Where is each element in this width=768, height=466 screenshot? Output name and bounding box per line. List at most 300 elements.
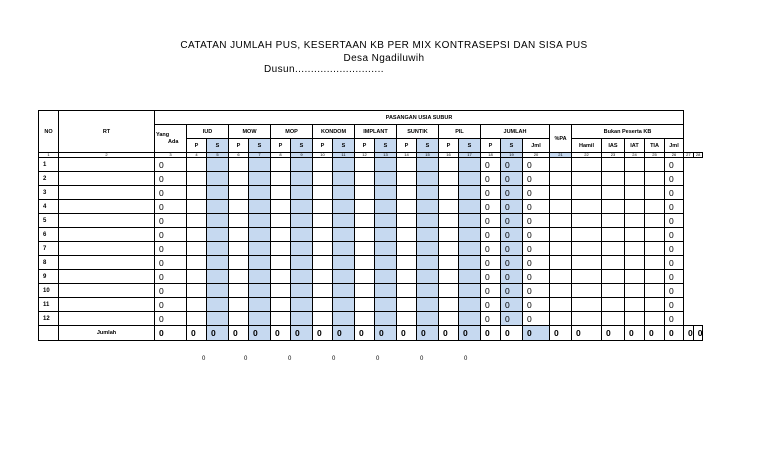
rt-cell[interactable]: [59, 284, 155, 298]
bukan-jml-cell[interactable]: 0: [665, 172, 684, 186]
bukan-cell[interactable]: [645, 298, 665, 312]
bukan-cell[interactable]: [602, 172, 625, 186]
p-cell[interactable]: [439, 186, 459, 200]
p-cell[interactable]: [397, 186, 417, 200]
s-cell[interactable]: [207, 214, 229, 228]
jumlah-s-cell[interactable]: 0: [501, 158, 523, 172]
s-cell[interactable]: [291, 242, 313, 256]
p-cell[interactable]: [397, 312, 417, 326]
jumlah-s-cell[interactable]: 0: [501, 312, 523, 326]
pa-cell[interactable]: [550, 312, 572, 326]
bukan-cell[interactable]: [625, 242, 645, 256]
pa-cell[interactable]: [550, 200, 572, 214]
s-cell[interactable]: [459, 228, 481, 242]
bukan-cell[interactable]: [572, 214, 602, 228]
p-cell[interactable]: [355, 200, 375, 214]
bukan-cell[interactable]: [645, 256, 665, 270]
jumlah-jml-cell[interactable]: 0: [523, 312, 550, 326]
s-cell[interactable]: [207, 270, 229, 284]
bukan-cell[interactable]: [625, 228, 645, 242]
s-cell[interactable]: [249, 256, 271, 270]
s-cell[interactable]: [459, 214, 481, 228]
p-cell[interactable]: [271, 228, 291, 242]
p-cell[interactable]: [313, 256, 333, 270]
p-cell[interactable]: [397, 200, 417, 214]
s-cell[interactable]: [333, 312, 355, 326]
p-cell[interactable]: [229, 270, 249, 284]
p-cell[interactable]: [229, 158, 249, 172]
s-cell[interactable]: [249, 228, 271, 242]
pa-cell[interactable]: [550, 284, 572, 298]
s-cell[interactable]: [207, 298, 229, 312]
s-cell[interactable]: [249, 298, 271, 312]
p-cell[interactable]: [439, 200, 459, 214]
p-cell[interactable]: [187, 270, 207, 284]
s-cell[interactable]: [375, 186, 397, 200]
s-cell[interactable]: [249, 242, 271, 256]
yang-ada-cell[interactable]: 0: [155, 186, 187, 200]
bukan-cell[interactable]: [625, 298, 645, 312]
jumlah-p-cell[interactable]: 0: [481, 158, 501, 172]
bukan-jml-cell[interactable]: 0: [665, 186, 684, 200]
pa-cell[interactable]: [550, 172, 572, 186]
s-cell[interactable]: [249, 312, 271, 326]
s-cell[interactable]: [291, 284, 313, 298]
p-cell[interactable]: [439, 298, 459, 312]
s-cell[interactable]: [291, 312, 313, 326]
jumlah-jml-cell[interactable]: 0: [523, 256, 550, 270]
bukan-cell[interactable]: [602, 214, 625, 228]
p-cell[interactable]: [355, 270, 375, 284]
p-cell[interactable]: [187, 214, 207, 228]
bukan-jml-cell[interactable]: 0: [665, 214, 684, 228]
p-cell[interactable]: [439, 256, 459, 270]
jumlah-p-cell[interactable]: 0: [481, 214, 501, 228]
p-cell[interactable]: [439, 242, 459, 256]
p-cell[interactable]: [271, 284, 291, 298]
s-cell[interactable]: [375, 214, 397, 228]
s-cell[interactable]: [249, 172, 271, 186]
yang-ada-cell[interactable]: 0: [155, 158, 187, 172]
yang-ada-cell[interactable]: 0: [155, 312, 187, 326]
s-cell[interactable]: [291, 298, 313, 312]
bukan-cell[interactable]: [602, 228, 625, 242]
pa-cell[interactable]: [550, 214, 572, 228]
s-cell[interactable]: [333, 270, 355, 284]
bukan-cell[interactable]: [572, 158, 602, 172]
s-cell[interactable]: [459, 270, 481, 284]
rt-cell[interactable]: [59, 172, 155, 186]
bukan-cell[interactable]: [572, 284, 602, 298]
rt-cell[interactable]: [59, 242, 155, 256]
p-cell[interactable]: [355, 186, 375, 200]
p-cell[interactable]: [187, 312, 207, 326]
jumlah-p-cell[interactable]: 0: [481, 200, 501, 214]
s-cell[interactable]: [333, 298, 355, 312]
jumlah-p-cell[interactable]: 0: [481, 172, 501, 186]
jumlah-s-cell[interactable]: 0: [501, 214, 523, 228]
p-cell[interactable]: [271, 214, 291, 228]
bukan-cell[interactable]: [572, 242, 602, 256]
p-cell[interactable]: [271, 242, 291, 256]
bukan-cell[interactable]: [602, 256, 625, 270]
p-cell[interactable]: [271, 312, 291, 326]
s-cell[interactable]: [417, 186, 439, 200]
bukan-cell[interactable]: [625, 270, 645, 284]
jumlah-p-cell[interactable]: 0: [481, 186, 501, 200]
s-cell[interactable]: [207, 228, 229, 242]
p-cell[interactable]: [439, 312, 459, 326]
p-cell[interactable]: [229, 284, 249, 298]
s-cell[interactable]: [459, 312, 481, 326]
jumlah-jml-cell[interactable]: 0: [523, 172, 550, 186]
p-cell[interactable]: [397, 158, 417, 172]
jumlah-s-cell[interactable]: 0: [501, 242, 523, 256]
s-cell[interactable]: [249, 186, 271, 200]
p-cell[interactable]: [229, 242, 249, 256]
p-cell[interactable]: [313, 200, 333, 214]
p-cell[interactable]: [271, 186, 291, 200]
p-cell[interactable]: [439, 228, 459, 242]
bukan-cell[interactable]: [572, 172, 602, 186]
bukan-cell[interactable]: [602, 200, 625, 214]
bukan-cell[interactable]: [602, 284, 625, 298]
s-cell[interactable]: [333, 200, 355, 214]
bukan-jml-cell[interactable]: 0: [665, 228, 684, 242]
s-cell[interactable]: [459, 256, 481, 270]
p-cell[interactable]: [439, 284, 459, 298]
pa-cell[interactable]: [550, 256, 572, 270]
bukan-cell[interactable]: [602, 242, 625, 256]
jumlah-p-cell[interactable]: 0: [481, 284, 501, 298]
p-cell[interactable]: [313, 284, 333, 298]
p-cell[interactable]: [355, 214, 375, 228]
yang-ada-cell[interactable]: 0: [155, 298, 187, 312]
s-cell[interactable]: [291, 200, 313, 214]
s-cell[interactable]: [333, 256, 355, 270]
bukan-cell[interactable]: [645, 312, 665, 326]
bukan-cell[interactable]: [625, 172, 645, 186]
s-cell[interactable]: [417, 298, 439, 312]
s-cell[interactable]: [459, 284, 481, 298]
p-cell[interactable]: [439, 172, 459, 186]
yang-ada-cell[interactable]: 0: [155, 284, 187, 298]
yang-ada-cell[interactable]: 0: [155, 242, 187, 256]
s-cell[interactable]: [291, 158, 313, 172]
pa-cell[interactable]: [550, 270, 572, 284]
pa-cell[interactable]: [550, 186, 572, 200]
s-cell[interactable]: [417, 270, 439, 284]
s-cell[interactable]: [207, 312, 229, 326]
bukan-cell[interactable]: [625, 256, 645, 270]
p-cell[interactable]: [313, 242, 333, 256]
yang-ada-cell[interactable]: 0: [155, 172, 187, 186]
s-cell[interactable]: [417, 172, 439, 186]
rt-cell[interactable]: [59, 158, 155, 172]
rt-cell[interactable]: [59, 312, 155, 326]
s-cell[interactable]: [417, 312, 439, 326]
jumlah-s-cell[interactable]: 0: [501, 298, 523, 312]
s-cell[interactable]: [207, 172, 229, 186]
bukan-cell[interactable]: [572, 256, 602, 270]
bukan-cell[interactable]: [645, 270, 665, 284]
bukan-cell[interactable]: [572, 298, 602, 312]
yang-ada-cell[interactable]: 0: [155, 214, 187, 228]
jumlah-s-cell[interactable]: 0: [501, 256, 523, 270]
bukan-cell[interactable]: [645, 186, 665, 200]
s-cell[interactable]: [291, 186, 313, 200]
s-cell[interactable]: [459, 242, 481, 256]
p-cell[interactable]: [313, 312, 333, 326]
p-cell[interactable]: [271, 256, 291, 270]
p-cell[interactable]: [397, 256, 417, 270]
bukan-cell[interactable]: [625, 186, 645, 200]
p-cell[interactable]: [229, 312, 249, 326]
bukan-jml-cell[interactable]: 0: [665, 312, 684, 326]
p-cell[interactable]: [229, 256, 249, 270]
jumlah-s-cell[interactable]: 0: [501, 200, 523, 214]
p-cell[interactable]: [229, 298, 249, 312]
s-cell[interactable]: [207, 158, 229, 172]
s-cell[interactable]: [207, 284, 229, 298]
p-cell[interactable]: [187, 284, 207, 298]
rt-cell[interactable]: [59, 256, 155, 270]
p-cell[interactable]: [397, 228, 417, 242]
s-cell[interactable]: [333, 284, 355, 298]
p-cell[interactable]: [439, 158, 459, 172]
s-cell[interactable]: [375, 172, 397, 186]
jumlah-jml-cell[interactable]: 0: [523, 186, 550, 200]
p-cell[interactable]: [187, 158, 207, 172]
p-cell[interactable]: [229, 172, 249, 186]
p-cell[interactable]: [229, 214, 249, 228]
s-cell[interactable]: [375, 284, 397, 298]
p-cell[interactable]: [187, 172, 207, 186]
s-cell[interactable]: [417, 214, 439, 228]
p-cell[interactable]: [397, 172, 417, 186]
jumlah-s-cell[interactable]: 0: [501, 270, 523, 284]
p-cell[interactable]: [355, 158, 375, 172]
bukan-cell[interactable]: [572, 312, 602, 326]
rt-cell[interactable]: [59, 200, 155, 214]
p-cell[interactable]: [355, 284, 375, 298]
bukan-cell[interactable]: [625, 284, 645, 298]
p-cell[interactable]: [187, 242, 207, 256]
p-cell[interactable]: [313, 228, 333, 242]
jumlah-p-cell[interactable]: 0: [481, 242, 501, 256]
s-cell[interactable]: [417, 200, 439, 214]
s-cell[interactable]: [207, 186, 229, 200]
s-cell[interactable]: [375, 242, 397, 256]
p-cell[interactable]: [397, 270, 417, 284]
jumlah-jml-cell[interactable]: 0: [523, 158, 550, 172]
s-cell[interactable]: [249, 158, 271, 172]
bukan-cell[interactable]: [625, 312, 645, 326]
yang-ada-cell[interactable]: 0: [155, 270, 187, 284]
p-cell[interactable]: [313, 158, 333, 172]
p-cell[interactable]: [355, 228, 375, 242]
jumlah-jml-cell[interactable]: 0: [523, 214, 550, 228]
s-cell[interactable]: [375, 270, 397, 284]
jumlah-p-cell[interactable]: 0: [481, 298, 501, 312]
p-cell[interactable]: [355, 172, 375, 186]
s-cell[interactable]: [249, 200, 271, 214]
s-cell[interactable]: [459, 186, 481, 200]
bukan-cell[interactable]: [572, 200, 602, 214]
s-cell[interactable]: [333, 172, 355, 186]
bukan-cell[interactable]: [572, 270, 602, 284]
s-cell[interactable]: [207, 200, 229, 214]
jumlah-s-cell[interactable]: 0: [501, 284, 523, 298]
s-cell[interactable]: [375, 228, 397, 242]
s-cell[interactable]: [417, 256, 439, 270]
bukan-jml-cell[interactable]: 0: [665, 298, 684, 312]
s-cell[interactable]: [249, 270, 271, 284]
rt-cell[interactable]: [59, 228, 155, 242]
p-cell[interactable]: [397, 214, 417, 228]
s-cell[interactable]: [417, 158, 439, 172]
p-cell[interactable]: [355, 242, 375, 256]
bukan-jml-cell[interactable]: 0: [665, 284, 684, 298]
s-cell[interactable]: [207, 256, 229, 270]
p-cell[interactable]: [355, 256, 375, 270]
p-cell[interactable]: [187, 298, 207, 312]
p-cell[interactable]: [313, 214, 333, 228]
bukan-cell[interactable]: [625, 214, 645, 228]
jumlah-jml-cell[interactable]: 0: [523, 284, 550, 298]
s-cell[interactable]: [249, 284, 271, 298]
s-cell[interactable]: [291, 172, 313, 186]
jumlah-s-cell[interactable]: 0: [501, 172, 523, 186]
s-cell[interactable]: [291, 228, 313, 242]
s-cell[interactable]: [207, 242, 229, 256]
jumlah-p-cell[interactable]: 0: [481, 312, 501, 326]
s-cell[interactable]: [375, 298, 397, 312]
s-cell[interactable]: [375, 200, 397, 214]
jumlah-jml-cell[interactable]: 0: [523, 200, 550, 214]
s-cell[interactable]: [333, 242, 355, 256]
bukan-cell[interactable]: [645, 214, 665, 228]
jumlah-jml-cell[interactable]: 0: [523, 298, 550, 312]
rt-cell[interactable]: [59, 270, 155, 284]
p-cell[interactable]: [313, 186, 333, 200]
s-cell[interactable]: [333, 228, 355, 242]
p-cell[interactable]: [397, 298, 417, 312]
s-cell[interactable]: [375, 312, 397, 326]
p-cell[interactable]: [439, 270, 459, 284]
p-cell[interactable]: [439, 214, 459, 228]
bukan-cell[interactable]: [645, 200, 665, 214]
p-cell[interactable]: [313, 298, 333, 312]
p-cell[interactable]: [355, 298, 375, 312]
bukan-jml-cell[interactable]: 0: [665, 200, 684, 214]
s-cell[interactable]: [459, 172, 481, 186]
p-cell[interactable]: [229, 200, 249, 214]
rt-cell[interactable]: [59, 186, 155, 200]
bukan-cell[interactable]: [645, 228, 665, 242]
p-cell[interactable]: [229, 228, 249, 242]
bukan-jml-cell[interactable]: 0: [665, 242, 684, 256]
s-cell[interactable]: [333, 158, 355, 172]
s-cell[interactable]: [291, 270, 313, 284]
bukan-cell[interactable]: [572, 186, 602, 200]
p-cell[interactable]: [271, 158, 291, 172]
s-cell[interactable]: [417, 242, 439, 256]
jumlah-jml-cell[interactable]: 0: [523, 270, 550, 284]
pa-cell[interactable]: [550, 242, 572, 256]
bukan-jml-cell[interactable]: 0: [665, 270, 684, 284]
bukan-cell[interactable]: [625, 158, 645, 172]
jumlah-jml-cell[interactable]: 0: [523, 242, 550, 256]
jumlah-p-cell[interactable]: 0: [481, 270, 501, 284]
p-cell[interactable]: [187, 186, 207, 200]
p-cell[interactable]: [313, 270, 333, 284]
yang-ada-cell[interactable]: 0: [155, 200, 187, 214]
bukan-cell[interactable]: [625, 200, 645, 214]
s-cell[interactable]: [333, 186, 355, 200]
pa-cell[interactable]: [550, 298, 572, 312]
p-cell[interactable]: [271, 172, 291, 186]
s-cell[interactable]: [375, 158, 397, 172]
p-cell[interactable]: [271, 298, 291, 312]
p-cell[interactable]: [271, 200, 291, 214]
jumlah-p-cell[interactable]: 0: [481, 256, 501, 270]
bukan-cell[interactable]: [602, 270, 625, 284]
s-cell[interactable]: [291, 214, 313, 228]
p-cell[interactable]: [397, 242, 417, 256]
s-cell[interactable]: [459, 200, 481, 214]
yang-ada-cell[interactable]: 0: [155, 228, 187, 242]
jumlah-p-cell[interactable]: 0: [481, 228, 501, 242]
yang-ada-cell[interactable]: 0: [155, 256, 187, 270]
bukan-cell[interactable]: [602, 298, 625, 312]
s-cell[interactable]: [459, 298, 481, 312]
rt-cell[interactable]: [59, 298, 155, 312]
s-cell[interactable]: [459, 158, 481, 172]
p-cell[interactable]: [271, 270, 291, 284]
pa-cell[interactable]: [550, 228, 572, 242]
s-cell[interactable]: [375, 256, 397, 270]
bukan-cell[interactable]: [602, 158, 625, 172]
bukan-cell[interactable]: [645, 172, 665, 186]
jumlah-jml-cell[interactable]: 0: [523, 228, 550, 242]
p-cell[interactable]: [355, 312, 375, 326]
p-cell[interactable]: [187, 228, 207, 242]
bukan-jml-cell[interactable]: 0: [665, 158, 684, 172]
pa-cell[interactable]: [550, 158, 572, 172]
jumlah-s-cell[interactable]: 0: [501, 228, 523, 242]
p-cell[interactable]: [187, 256, 207, 270]
s-cell[interactable]: [417, 228, 439, 242]
rt-cell[interactable]: [59, 214, 155, 228]
p-cell[interactable]: [229, 186, 249, 200]
bukan-cell[interactable]: [572, 228, 602, 242]
bukan-cell[interactable]: [645, 158, 665, 172]
bukan-cell[interactable]: [645, 242, 665, 256]
bukan-jml-cell[interactable]: 0: [665, 256, 684, 270]
s-cell[interactable]: [249, 214, 271, 228]
p-cell[interactable]: [187, 200, 207, 214]
jumlah-s-cell[interactable]: 0: [501, 186, 523, 200]
s-cell[interactable]: [291, 256, 313, 270]
p-cell[interactable]: [313, 172, 333, 186]
s-cell[interactable]: [417, 284, 439, 298]
bukan-cell[interactable]: [602, 312, 625, 326]
s-cell[interactable]: [333, 214, 355, 228]
bukan-cell[interactable]: [602, 186, 625, 200]
bukan-cell[interactable]: [645, 284, 665, 298]
p-cell[interactable]: [397, 284, 417, 298]
